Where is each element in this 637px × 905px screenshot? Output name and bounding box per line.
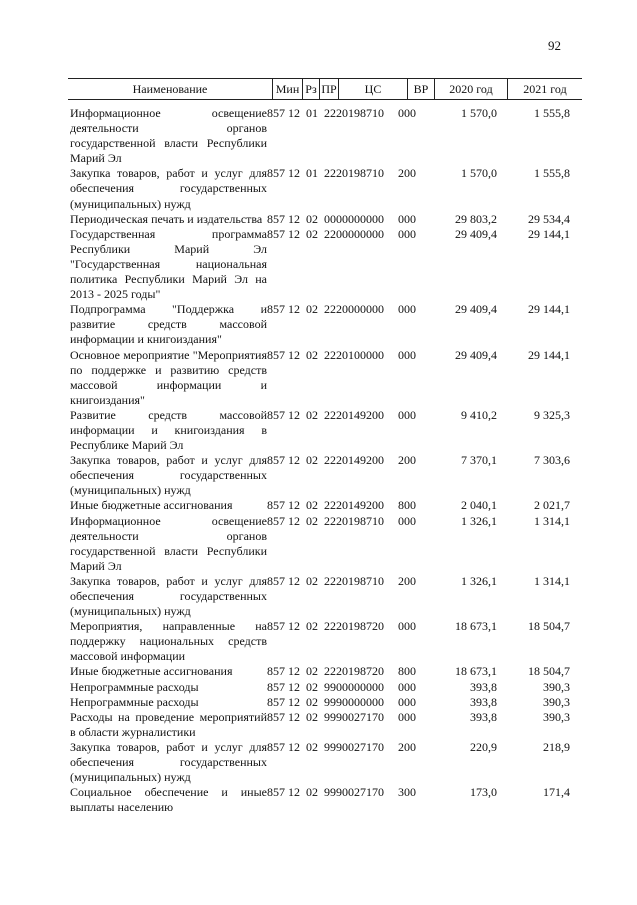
cell-y2020: 29 409,4 [455,302,497,317]
cell-y2020: 18 673,1 [455,664,497,679]
cell-y2021: 29 534,4 [528,211,570,226]
cell-cs: 9990000000 [324,694,384,709]
cell-min: 857 [267,709,285,724]
cell-pr: 02 [306,226,318,241]
cell-name: Закупка товаров, работ и услуг для обеспечения государственных (муниципальных) нужд [70,739,267,785]
cell-pr: 02 [306,347,318,362]
cell-vr: 000 [398,211,416,226]
cell-name: Иные бюджетные ассигнования [70,664,233,679]
cell-cs: 2220149200 [324,407,384,422]
cell-y2020: 18 673,1 [455,619,497,634]
table-row [70,574,582,619]
page-number: 92 [548,38,561,53]
cell-pr: 02 [306,679,318,694]
cell-cs: 2220198720 [324,619,384,634]
cell-y2021: 390,3 [543,709,570,724]
cell-name: Основное мероприятие "Мероприятия по поддержке и развитию средств массовой информации и книгоиздания" [70,347,267,407]
cell-cs: 9900000000 [324,679,384,694]
cell-y2021: 9 325,3 [534,407,570,422]
cell-min: 857 [267,453,285,468]
cell-y2020: 173,0 [470,785,497,800]
cell-vr: 000 [398,619,416,634]
table-row [70,227,582,302]
cell-y2020: 393,8 [470,709,497,724]
table-row [70,785,582,815]
table-row [70,408,582,453]
cell-vr: 200 [398,166,416,181]
cell-min: 857 [267,679,285,694]
cell-y2021: 29 144,1 [528,347,570,362]
header-pr: ПР [319,79,338,99]
table-row [70,680,582,695]
cell-y2021: 171,4 [543,785,570,800]
cell-vr: 200 [398,739,416,754]
cell-cs: 2220149200 [324,498,384,513]
cell-y2021: 29 144,1 [528,226,570,241]
cell-min: 857 [267,106,285,120]
cell-name: Информационное освещение деятельности органов государственной власти Республики Марий Эл [70,513,267,573]
cell-min: 857 [267,226,285,241]
table-row [70,498,582,513]
cell-cs: 2220198710 [324,513,384,528]
cell-min: 857 [267,785,285,800]
cell-vr: 800 [398,664,416,679]
table-row [70,740,582,785]
cell-name: Непрограммные расходы [70,694,199,709]
table-row [70,106,582,166]
header-cs: ЦС [338,79,407,99]
cell-y2021: 2 021,7 [534,498,570,513]
cell-y2020: 2 040,1 [461,498,497,513]
cell-cs: 2200000000 [324,226,384,241]
cell-name: Закупка товаров, работ и услуг для обеспечения государственных (муниципальных) нужд [70,166,267,211]
cell-pr: 01 [306,106,318,120]
cell-pr: 02 [306,407,318,422]
cell-y2020: 1 570,0 [461,106,497,120]
cell-cs: 2220000000 [324,302,384,317]
cell-rz: 12 [288,166,300,181]
cell-rz: 12 [288,453,300,468]
cell-min: 857 [267,619,285,634]
cell-cs: 2220198710 [324,573,384,588]
cell-min: 857 [267,302,285,317]
table-body [70,106,582,815]
cell-name: Мероприятия, направленные на поддержку национальных средств массовой информации [70,619,267,664]
header-name: Наименование [132,82,208,96]
cell-y2020: 29 409,4 [455,347,497,362]
cell-name: Информационное освещение деятельности органов государственной власти Республики Марий Эл [70,106,267,166]
cell-vr: 800 [398,498,416,513]
cell-vr: 000 [398,694,416,709]
cell-name: Закупка товаров, работ и услуг для обеспечения государственных (муниципальных) нужд [70,453,267,498]
cell-pr: 02 [306,498,318,513]
cell-name: Периодическая печать и издательства [70,211,263,226]
cell-y2020: 1 326,1 [461,573,497,588]
cell-pr: 01 [306,166,318,181]
table-row [70,212,582,227]
cell-rz: 12 [288,573,300,588]
cell-cs: 0000000000 [324,211,384,226]
cell-rz: 12 [288,106,300,120]
cell-pr: 02 [306,739,318,754]
cell-name: Закупка товаров, работ и услуг для обеспечения государственных (муниципальных) нужд [70,573,267,619]
cell-pr: 02 [306,619,318,634]
cell-name: Развитие средств массовой информации и книгоиздания в Республике Марий Эл [70,407,267,453]
cell-y2021: 1 314,1 [534,513,570,528]
cell-name: Иные бюджетные ассигнования [70,498,233,513]
cell-rz: 12 [288,302,300,317]
cell-min: 857 [267,347,285,362]
cell-vr: 300 [398,785,416,800]
cell-y2021: 1 314,1 [534,573,570,588]
cell-cs: 9990027170 [324,785,384,800]
cell-min: 857 [267,498,285,513]
cell-vr: 000 [398,226,416,241]
cell-rz: 12 [288,785,300,800]
cell-min: 857 [267,739,285,754]
cell-y2021: 218,9 [543,739,570,754]
cell-vr: 000 [398,302,416,317]
header-2021: 2021 год [507,79,582,99]
cell-y2020: 393,8 [470,679,497,694]
cell-rz: 12 [288,619,300,634]
cell-y2020: 7 370,1 [461,453,497,468]
cell-cs: 9990027170 [324,739,384,754]
cell-min: 857 [267,664,285,679]
cell-rz: 12 [288,679,300,694]
cell-pr: 02 [306,513,318,528]
cell-name: Непрограммные расходы [70,679,199,694]
cell-y2020: 1 326,1 [461,513,497,528]
cell-min: 857 [267,211,285,226]
cell-vr: 000 [398,106,416,120]
cell-rz: 12 [288,211,300,226]
cell-min: 857 [267,694,285,709]
cell-vr: 000 [398,407,416,422]
cell-y2020: 393,8 [470,694,497,709]
cell-vr: 000 [398,679,416,694]
table-row [70,664,582,679]
cell-pr: 02 [306,694,318,709]
cell-name: Расходы на проведение мероприятий в области журналистики [70,709,267,739]
cell-min: 857 [267,573,285,588]
table-row [70,302,582,347]
cell-vr: 000 [398,513,416,528]
table-row [70,695,582,710]
cell-cs: 2220198720 [324,664,384,679]
header-rz: Рз [302,79,319,99]
cell-pr: 02 [306,302,318,317]
cell-rz: 12 [288,498,300,513]
cell-cs: 2220149200 [324,453,384,468]
cell-rz: 12 [288,664,300,679]
table-header [68,78,582,100]
cell-y2020: 220,9 [470,739,497,754]
header-min: Мин [272,79,302,99]
cell-vr: 000 [398,347,416,362]
cell-y2020: 29 409,4 [455,226,497,241]
table-row [70,453,582,498]
cell-name: Социальное обеспечение и иные выплаты населению [70,785,267,815]
cell-pr: 02 [306,453,318,468]
cell-rz: 12 [288,347,300,362]
table-row [70,166,582,211]
cell-y2021: 29 144,1 [528,302,570,317]
cell-rz: 12 [288,513,300,528]
cell-vr: 200 [398,573,416,588]
cell-y2020: 1 570,0 [461,166,497,181]
cell-rz: 12 [288,739,300,754]
cell-y2021: 1 555,8 [534,166,570,181]
cell-y2021: 390,3 [543,679,570,694]
cell-rz: 12 [288,709,300,724]
cell-pr: 02 [306,664,318,679]
header-vr: ВР [407,79,434,99]
cell-pr: 02 [306,785,318,800]
cell-cs: 9990027170 [324,709,384,724]
cell-cs: 2220198710 [324,106,384,120]
cell-vr: 000 [398,709,416,724]
cell-pr: 02 [306,709,318,724]
cell-rz: 12 [288,407,300,422]
cell-name: Государственная программа Республики Марий Эл "Государственная национальная политика Республики Марий Эл на 2013 - 2025 годы" [70,226,267,302]
cell-y2021: 7 303,6 [534,453,570,468]
cell-min: 857 [267,513,285,528]
cell-cs: 2220198710 [324,166,384,181]
cell-min: 857 [267,407,285,422]
cell-y2021: 390,3 [543,694,570,709]
table-row [70,619,582,664]
cell-y2020: 9 410,2 [461,407,497,422]
cell-pr: 02 [306,211,318,226]
cell-y2021: 18 504,7 [528,619,570,634]
cell-rz: 12 [288,226,300,241]
cell-cs: 2220100000 [324,347,384,362]
cell-pr: 02 [306,573,318,588]
cell-min: 857 [267,166,285,181]
header-2020: 2020 год [434,79,507,99]
table-row [70,348,582,408]
table-row [70,514,582,574]
cell-y2021: 18 504,7 [528,664,570,679]
cell-rz: 12 [288,694,300,709]
cell-name: Подпрограмма "Поддержка и развитие средств массовой информации и книгоиздания" [70,302,267,347]
cell-y2020: 29 803,2 [455,211,497,226]
cell-y2021: 1 555,8 [534,106,570,120]
table-row [70,710,582,740]
cell-vr: 200 [398,453,416,468]
